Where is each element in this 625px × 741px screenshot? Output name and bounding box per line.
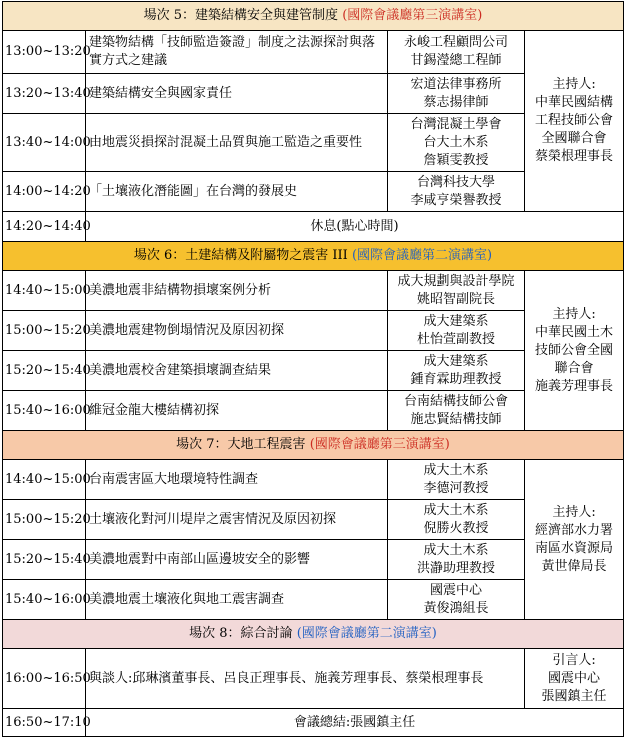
speaker-affiliation: 永峻工程顧問公司: [403, 35, 508, 50]
talk-topic: 「土壤液化潛能圖」在台灣的發展史: [86, 172, 388, 212]
talk-time: 13:40~14:00: [3, 114, 86, 172]
moderator-name: 張國鎮主任: [541, 688, 607, 704]
session-title: 場次 5：建築結構安全與建管制度: [143, 8, 339, 23]
host-name: 蔡榮根理事長: [535, 149, 614, 164]
talk-speaker: [388, 460, 525, 500]
host-line: 聯合會: [554, 360, 594, 376]
speaker-affiliation: 台灣科技大學: [416, 174, 495, 190]
host-line: 南區水資源局: [535, 540, 614, 556]
speaker-name: 詹穎雯教授: [423, 152, 489, 168]
speaker-name: 黃俊鴻組長: [423, 600, 489, 616]
session-title: 場次 8：綜合討論: [189, 626, 293, 641]
speaker-name: 施忠賢結構技師: [410, 411, 502, 427]
talk-time: 14:40~15:00: [3, 460, 86, 500]
table-row: [3, 460, 624, 500]
talk-time: 13:20~13:40: [3, 74, 86, 114]
host-line: 中華民國土木: [535, 324, 614, 340]
session-5-header: [3, 2, 624, 31]
closing-text: 會議總結:張國鎮主任: [86, 709, 624, 737]
talk-topic: 建築結構安全與國家責任: [86, 74, 388, 114]
table-row: [3, 271, 624, 311]
talk-topic: 與談人:邱琳濱董事長、呂良正理事長、施義芳理事長、蔡榮根理事長: [86, 649, 525, 709]
talk-speaker: [388, 540, 525, 580]
session-room: (國際會議廳第二演講室): [296, 626, 437, 641]
break-text: 休息(點心時間): [86, 212, 624, 242]
talk-speaker: [388, 114, 525, 172]
host-line: 經濟部水力署: [535, 522, 614, 538]
talk-time: 15:00~15:20: [3, 311, 86, 351]
speaker-affiliation: 成大建築系: [423, 313, 489, 329]
host-line: 中華民國結構: [535, 95, 614, 110]
talk-speaker: [388, 271, 525, 311]
host-name: 黃世偉局長: [541, 558, 607, 574]
session-8-header: [3, 620, 624, 649]
session-5-heading: [3, 2, 624, 31]
closing-time: 16:50~17:10: [3, 709, 86, 737]
talk-speaker: [388, 580, 525, 620]
session-room: (國際會議廳第二演講室): [351, 248, 493, 263]
speaker-affiliation: 宏道法律事務所: [410, 76, 502, 92]
speaker-affiliation: 成大土木系: [423, 462, 489, 478]
talk-time: 15:00~15:20: [3, 500, 86, 540]
host-name: 施義芳理事長: [535, 378, 614, 394]
talk-topic: 由地震災損探討混凝土品質與施工監造之重要性: [86, 114, 388, 172]
host-label: 主持人:: [552, 77, 596, 92]
talk-time: 14:40~15:00: [3, 271, 86, 311]
talk-time: 15:20~15:40: [3, 540, 86, 580]
host-label: 主持人:: [552, 504, 596, 520]
break-row: [3, 212, 624, 242]
speaker-affiliation: 台大土木系: [423, 134, 489, 150]
speaker-name: 甘錫瀅總工程師: [410, 53, 502, 68]
host-line: 技師公會全國: [535, 342, 614, 358]
speaker-name: 杜怡萱副教授: [416, 331, 495, 347]
speaker-affiliation: 台南結構技師公會: [403, 393, 508, 409]
host-label: 主持人:: [552, 306, 596, 322]
talk-time: 14:00~14:20: [3, 172, 86, 212]
session-moderator: [525, 649, 624, 709]
moderator-label: 引言人:: [552, 652, 596, 668]
speaker-affiliation: 成大規劃與設計學院: [397, 273, 515, 289]
table-row: [3, 649, 624, 709]
speaker-name: 洪瀞助理教授: [416, 560, 495, 576]
session-host: [525, 31, 624, 212]
speaker-name: 倪勝火教授: [423, 520, 489, 536]
host-line: 全國聯合會: [541, 131, 607, 146]
talk-topic: 美濃地震非結構物損壞案例分析: [86, 271, 388, 311]
session-6-heading: [3, 242, 624, 271]
talk-speaker: [388, 391, 525, 431]
talk-speaker: [388, 500, 525, 540]
talk-speaker: [388, 351, 525, 391]
moderator-affiliation: 國震中心: [548, 670, 601, 686]
speaker-affiliation: 國震中心: [429, 582, 482, 598]
talk-speaker: [388, 74, 525, 114]
talk-time: 15:40~16:00: [3, 580, 86, 620]
session-7-header: [3, 431, 624, 460]
break-time: 14:20~14:40: [3, 212, 86, 242]
speaker-name: 蔡志揚律師: [423, 94, 489, 110]
talk-time: 15:20~15:40: [3, 351, 86, 391]
speaker-name: 李德河教授: [423, 480, 489, 496]
talk-speaker: [388, 31, 525, 74]
session-6-header: [3, 242, 624, 271]
talk-time: 16:00~16:50: [3, 649, 86, 709]
session-8-heading: [3, 620, 624, 649]
closing-row: [3, 709, 624, 737]
talk-topic: 維冠金龍大樓結構初探: [86, 391, 388, 431]
speaker-affiliation: 成大土木系: [423, 542, 489, 558]
session-room: (國際會議廳第三演講室): [309, 437, 450, 452]
session-room: (國際會議廳第三演講室): [342, 8, 483, 23]
talk-time: 15:40~16:00: [3, 391, 86, 431]
session-7-heading: [3, 431, 624, 460]
talk-topic: 美濃地震土壤液化與地工震害調查: [86, 580, 388, 620]
talk-topic: 建築物結構「技師監造簽證」制度之法源探討與落實方式之建議: [86, 31, 388, 74]
table-row: [3, 31, 624, 74]
talk-topic: 土壤液化對河川堤岸之震害情況及原因初探: [86, 500, 388, 540]
talk-topic: 台南震害區大地環境特性調查: [86, 460, 388, 500]
speaker-name: 李咸亨榮譽教授: [410, 192, 502, 208]
session-title: 場次 6：土建結構及附屬物之震害 III: [133, 248, 348, 263]
session-host: [525, 271, 624, 431]
speaker-affiliation: 台灣混凝土學會: [410, 116, 502, 132]
speaker-name: 姚昭智副院長: [416, 291, 495, 307]
speaker-name: 鍾育霖助理教授: [410, 371, 502, 387]
talk-speaker: [388, 311, 525, 351]
talk-topic: 美濃地震建物倒塌情況及原因初探: [86, 311, 388, 351]
speaker-affiliation: 成大建築系: [423, 353, 489, 369]
session-host: [525, 460, 624, 620]
agenda-table: [2, 1, 624, 737]
talk-topic: 美濃地震對中南部山區邊坡安全的影響: [86, 540, 388, 580]
talk-topic: 美濃地震校舍建築損壞調查結果: [86, 351, 388, 391]
host-line: 工程技師公會: [535, 113, 614, 128]
talk-time: 13:00~13:20: [3, 31, 86, 74]
talk-speaker: [388, 172, 525, 212]
session-title: 場次 7：大地工程震害: [176, 437, 306, 452]
speaker-affiliation: 成大土木系: [423, 502, 489, 518]
